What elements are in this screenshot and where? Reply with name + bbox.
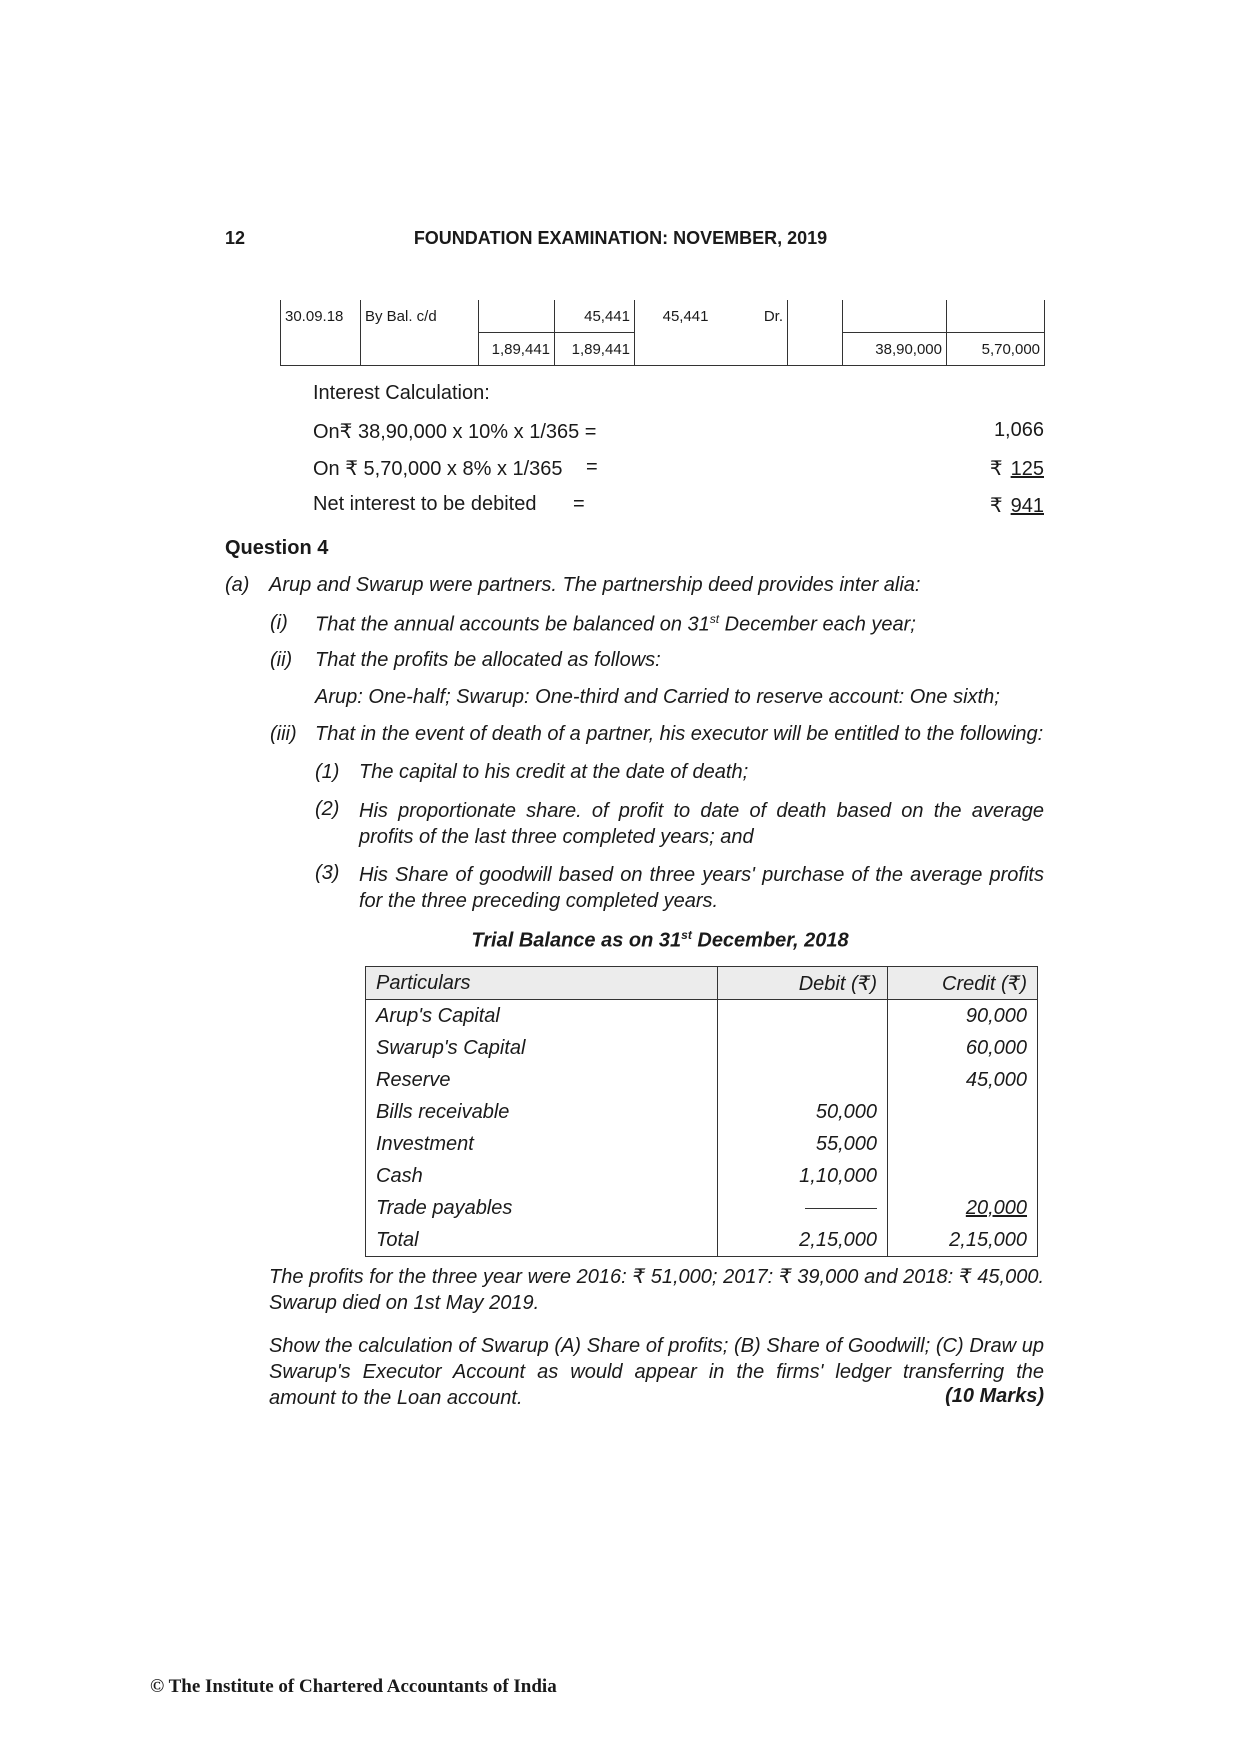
title-part: December, 2018 xyxy=(691,929,849,952)
credit-cell: 2,15,000 xyxy=(949,1228,1027,1251)
debit-cell: 50,000 xyxy=(718,1096,888,1128)
footer-copyright: © The Institute of Chartered Accountants of India xyxy=(150,1676,557,1697)
ledger-cell: 30.09.18 xyxy=(281,300,361,333)
ledger-cell xyxy=(635,333,713,366)
clause-number: (ii) xyxy=(270,649,293,671)
profits-paragraph: The profits for the three year were 2016: ₹ 51,000; 2017: ₹ 39,000 and 2018: ₹ 45,000. Swarup died on 1st May 2019. xyxy=(269,1266,1044,1314)
ledger-cell xyxy=(281,333,361,366)
clause-text xyxy=(315,612,916,637)
interest-line-1-label: On₹ 38,90,000 x 10% x 1/365 = xyxy=(313,421,597,443)
rupee-symbol: ₹ xyxy=(989,495,1003,517)
interest-line-3-label: Net interest to be debited xyxy=(313,493,537,515)
column-header: Debit (₹) xyxy=(718,967,888,1000)
table-row xyxy=(366,1160,1038,1192)
ledger-cell: 38,90,000 xyxy=(843,333,947,366)
table-row xyxy=(366,1096,1038,1128)
ledger-cell xyxy=(788,333,843,366)
credit-value: 20,000 xyxy=(965,1196,1027,1219)
particulars-cell: Bills receivable xyxy=(366,1096,718,1128)
credit-cell xyxy=(888,1128,1038,1160)
part-label: (a) xyxy=(225,574,250,596)
amount-value: 125 xyxy=(1010,458,1044,480)
ledger-cell: 45,441 xyxy=(635,300,713,333)
trial-balance-title xyxy=(0,928,1241,953)
trial-balance-table xyxy=(365,966,1038,1257)
column-header: Particulars xyxy=(366,967,718,1000)
table-row xyxy=(366,1064,1038,1096)
table-header-row xyxy=(366,967,1038,1000)
particulars-cell: Reserve xyxy=(366,1064,718,1096)
credit-cell xyxy=(888,1160,1038,1192)
question-heading: Question 4 xyxy=(225,537,329,559)
subclause-text: His Share of goodwill based on three years' purchase of the average profits for the three preceding completed years. xyxy=(359,864,1044,912)
table-row xyxy=(366,1192,1038,1224)
table-row xyxy=(366,1000,1038,1033)
subclause-number: (1) xyxy=(315,761,340,783)
interest-heading: Interest Calculation: xyxy=(313,382,490,404)
title-part: Trial Balance as on 31 xyxy=(471,929,682,952)
interest-line-3-amount xyxy=(900,493,1044,518)
ledger-cell xyxy=(788,300,843,333)
interest-line-2-eq: = xyxy=(586,456,598,478)
sum-rule xyxy=(805,1208,877,1209)
credit-cell: 45,000 xyxy=(965,1068,1027,1091)
debit-cell xyxy=(718,1064,888,1096)
debit-cell xyxy=(718,1000,888,1033)
rupee-symbol: ₹ xyxy=(989,458,1003,480)
subclause-number: (3) xyxy=(315,862,340,884)
question-intro: Arup and Swarup were partners. The partnership deed provides inter alia: xyxy=(269,574,921,596)
interest-line-2-label: On ₹ 5,70,000 x 8% x 1/365 xyxy=(313,458,563,480)
clause-text-part: December each year; xyxy=(719,613,916,636)
credit-cell xyxy=(888,1192,1038,1224)
particulars-cell: Investment xyxy=(366,1128,718,1160)
ledger-cell: 1,89,441 xyxy=(479,333,555,366)
clause-text: That the profits be allocated as follows: xyxy=(315,649,661,671)
credit-cell xyxy=(888,1096,1038,1128)
amount-value: 941 xyxy=(1010,495,1044,517)
table-row xyxy=(366,1032,1038,1064)
page-title: FOUNDATION EXAMINATION: NOVEMBER, 2019 xyxy=(413,228,828,248)
ledger-cell: 5,70,000 xyxy=(947,333,1045,366)
ledger-cell: 45,441 xyxy=(555,300,635,333)
credit-cell: 90,000 xyxy=(965,1004,1027,1027)
clause-text: Arup: One-half; Swarup: One-third and Carried to reserve account: One sixth; xyxy=(315,686,1000,708)
interest-line-1-amount: 1,066 xyxy=(993,419,1044,441)
credit-cell: 60,000 xyxy=(965,1036,1027,1059)
ledger-row xyxy=(281,333,1045,366)
particulars-cell: Trade payables xyxy=(366,1192,718,1224)
ledger-cell xyxy=(713,333,788,366)
task-paragraph: Show the calculation of Swarup (A) Share of profits; (B) Share of Goodwill; (C) Draw up Swarup's Executor Account as would appear in the firms' ledger transferring the amount to the Loan account. xyxy=(269,1335,1044,1409)
particulars-cell: Swarup's Capital xyxy=(366,1032,718,1064)
debit-cell: 1,10,000 xyxy=(718,1160,888,1192)
subclause-text: The capital to his credit at the date of death; xyxy=(359,761,749,783)
debit-cell: 2,15,000 xyxy=(718,1224,888,1257)
particulars-cell: Arup's Capital xyxy=(366,1000,718,1033)
ledger-cell xyxy=(479,300,555,333)
particulars-cell: Total xyxy=(366,1224,718,1257)
debit-cell xyxy=(718,1192,888,1224)
ledger-cell xyxy=(361,333,479,366)
ledger-cell: By Bal. c/d xyxy=(361,300,479,333)
superscript: st xyxy=(709,612,720,626)
interest-line-2-amount xyxy=(900,456,1044,481)
clause-text: That in the event of death of a partner, his executor will be entitled to the following: xyxy=(315,723,1044,745)
interest-line-3-eq: = xyxy=(573,493,585,515)
ledger-cell: Dr. xyxy=(763,307,783,325)
clause-number: (iii) xyxy=(270,723,297,745)
debit-cell xyxy=(718,1032,888,1064)
ledger-table xyxy=(280,300,1045,366)
ledger-cell xyxy=(843,300,947,333)
page-number: 12 xyxy=(225,228,246,248)
particulars-cell: Cash xyxy=(366,1160,718,1192)
ledger-cell xyxy=(947,300,1045,333)
column-header: Credit (₹) xyxy=(888,967,1038,1000)
ledger-row xyxy=(281,300,1045,333)
table-row xyxy=(366,1128,1038,1160)
marks-label: (10 Marks) xyxy=(945,1385,1044,1407)
subclause-number: (2) xyxy=(315,798,340,820)
table-row xyxy=(366,1224,1038,1257)
clause-number: (i) xyxy=(270,612,288,634)
superscript: st xyxy=(681,928,692,942)
clause-text-part: That the annual accounts be balanced on 31 xyxy=(315,613,710,636)
ledger-cell: 1,89,441 xyxy=(555,333,635,366)
debit-cell: 55,000 xyxy=(718,1128,888,1160)
subclause-text: His proportionate share. of profit to date of death based on the average profits of the last three completed years; and xyxy=(359,800,1044,848)
